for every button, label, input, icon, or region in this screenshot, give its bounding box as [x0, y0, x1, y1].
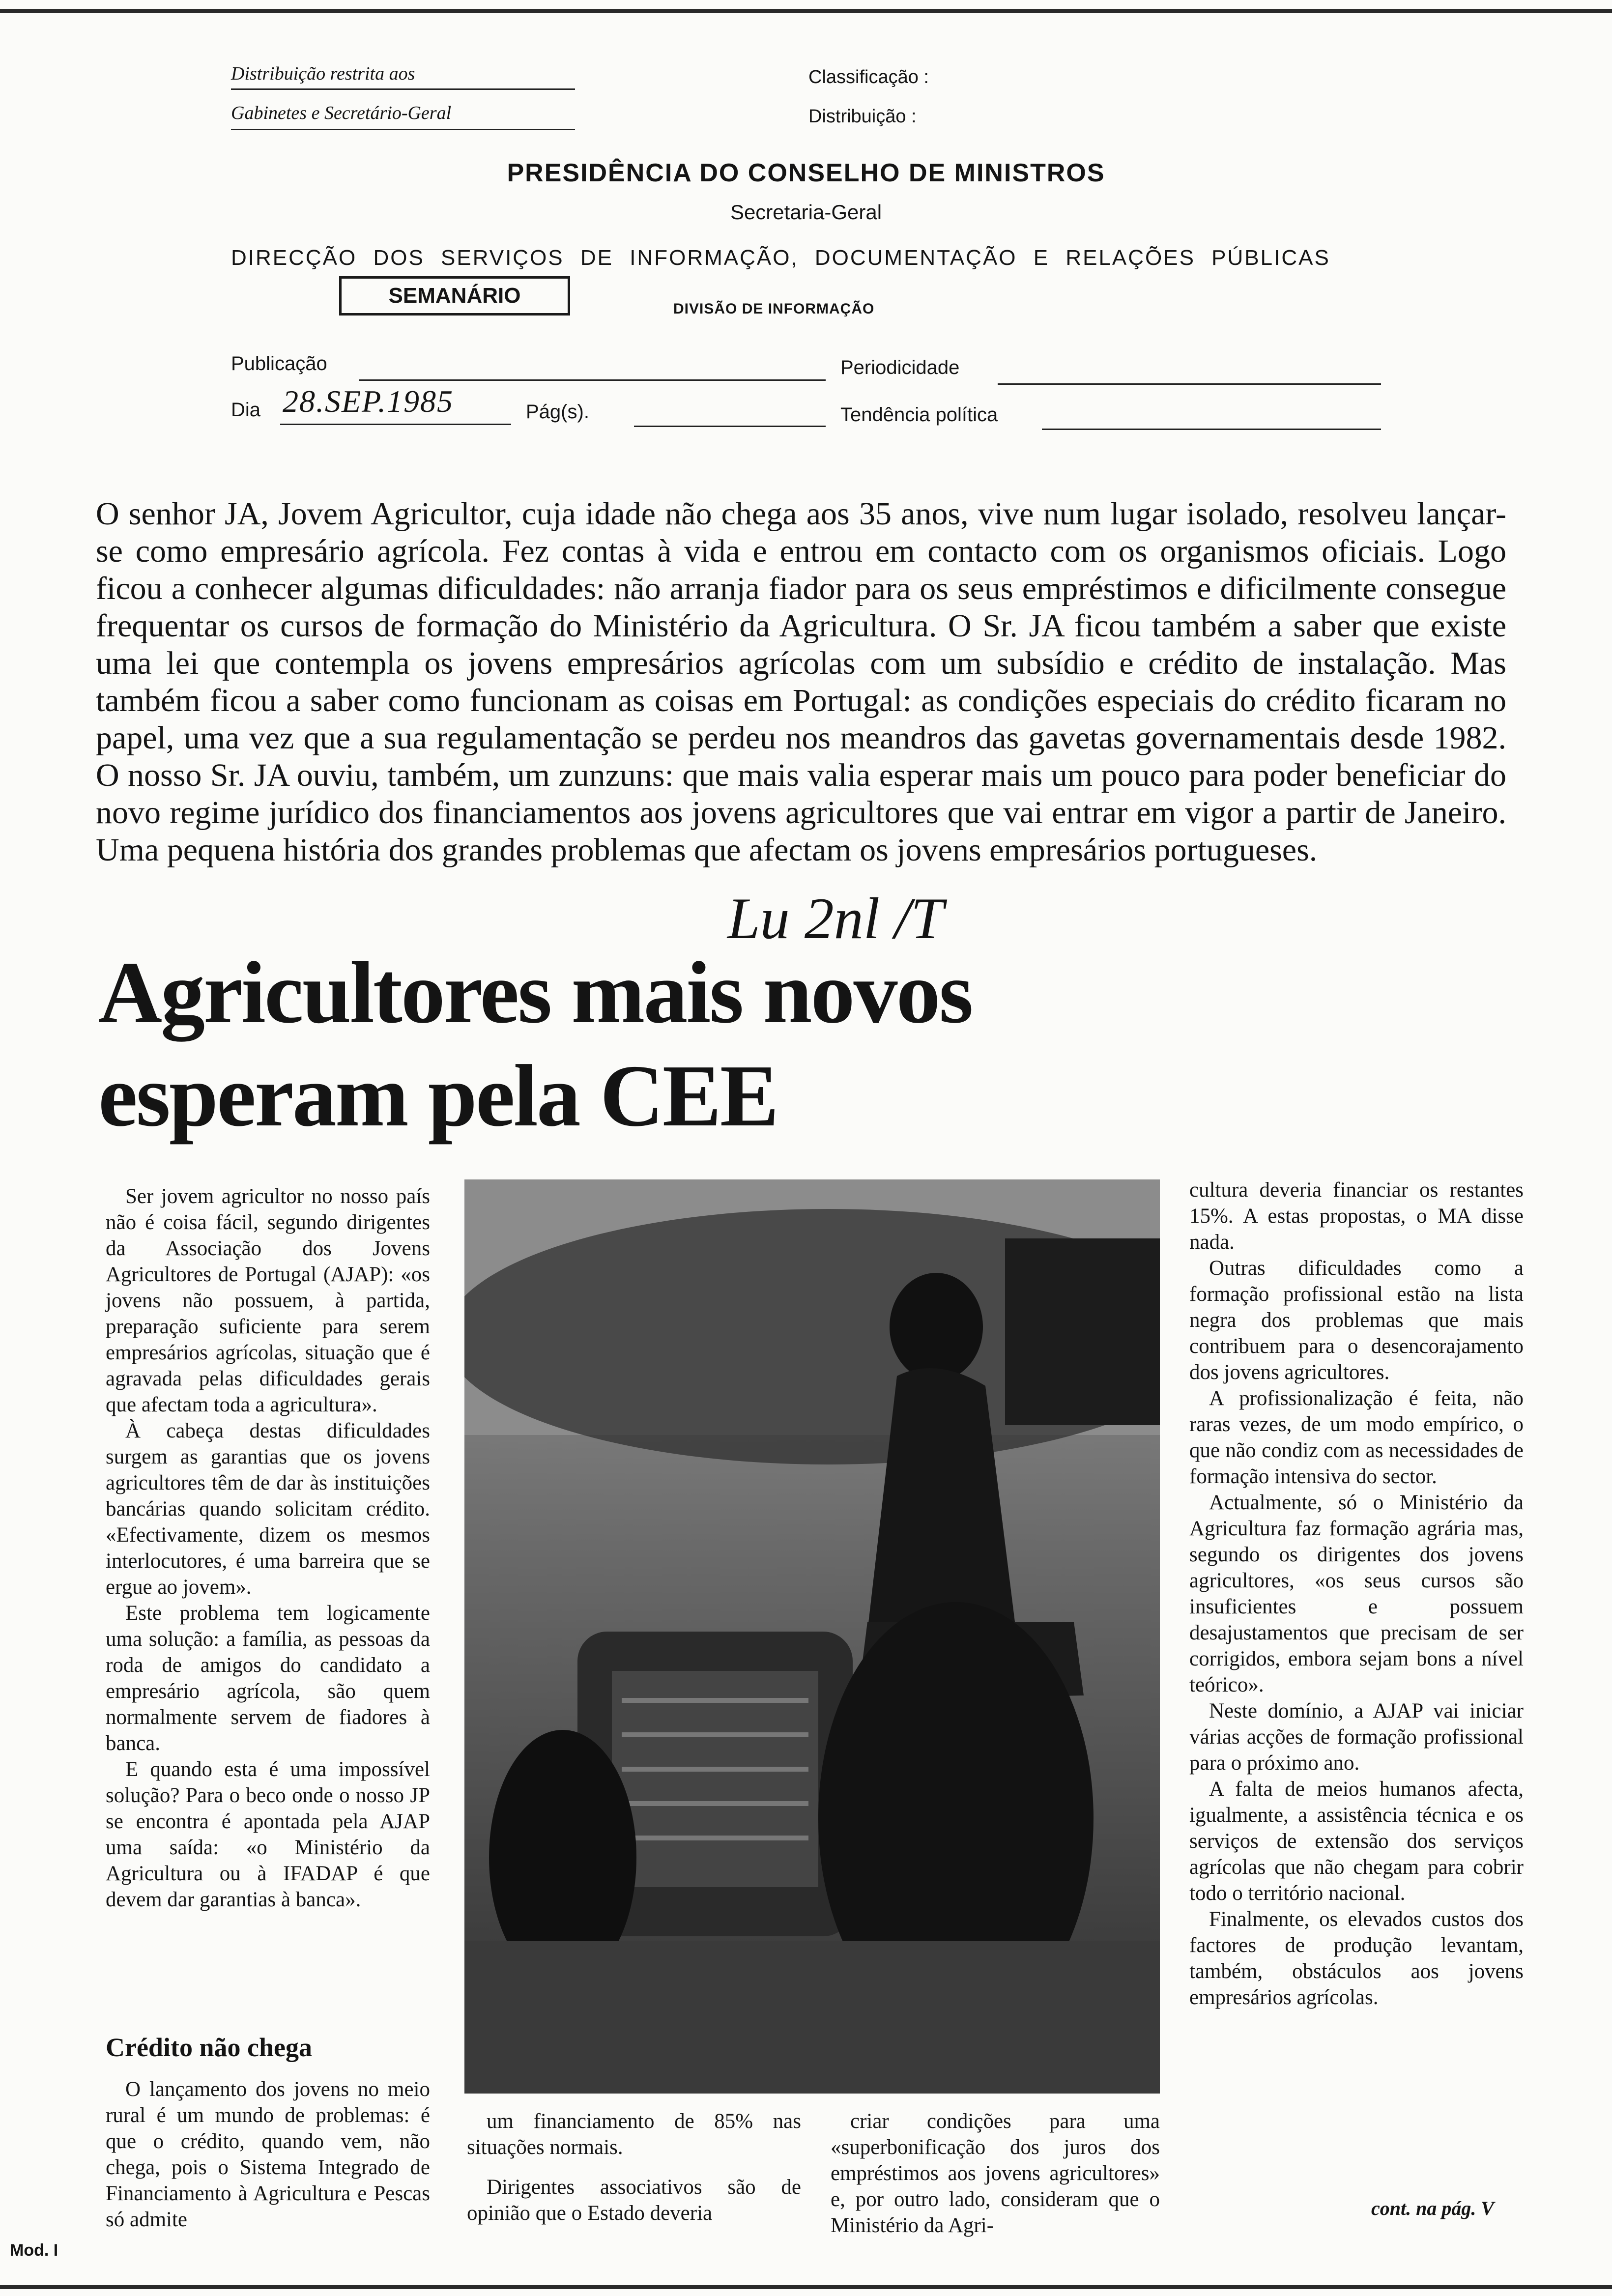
col4-paragraph-4: Actualmente, só o Ministério da Agricultura faz formação agrária mas, segundo os dirigentes dos jovens agricultores, «os seus cursos são insuficientes e possuem desajustamentos que precisam de ser corrigidos, embora sejam bons a nível teórico».: [1189, 1491, 1524, 1696]
tendencia-label: Tendência política: [840, 404, 998, 426]
tractor-illustration: [464, 1179, 1160, 2094]
headline-line2: esperam pela CEE: [98, 1047, 777, 1145]
distribution-divider: [231, 88, 575, 90]
tendencia-field: [1042, 429, 1381, 430]
distribution-line2: Gabinetes e Secretário-Geral: [231, 103, 452, 123]
article-lead: O senhor JA, Jovem Agricultor, cuja idade não chega aos 35 anos, vive num lugar isolado, resolveu lançar-se como empresário agrícola. Fez contas à vida e entrou em contacto com os organismos oficiais. Logo ficou a conhecer algumas dificuldades: não arranja fiador para os seus empréstimos e dificilmente consegue frequentar os cursos de formação do Ministério da Agricultura. O Sr. JA ficou também a saber que existe uma lei que contempla os jovens empresários agrícolas com um subsídio e crédito de instalação. Mas também ficou a saber como funcionam as coisas em Portugal: as condições especiais do crédito ficaram no papel, uma vez que a sua regulamentação se perdeu nos meandros das gavetas governamentais desde 1982. O nosso Sr. JA ouviu, também, um zunzuns: que mais valia esperar mais um pouco para poder beneficiar do novo regime jurídico dos financiamentos aos jovens agricultores que vai entrar em vigor a partir de Janeiro. Uma pequena história dos grandes problemas que afectam os jovens empresários portugueses.: [96, 496, 1506, 868]
periodicidade-field: [998, 383, 1381, 385]
column-3: [831, 2108, 1160, 2239]
distribution-underline: [231, 129, 575, 130]
publicacao-label: Publicação: [231, 353, 327, 374]
col4-paragraph-7: Finalmente, os elevados custos dos factores de produção levantam, também, obstáculos aos jovens empresários agrícolas.: [1189, 1908, 1524, 2009]
publication-stamp: SEMANÁRIO: [339, 276, 570, 316]
bottom-border: [0, 2285, 1612, 2289]
headline-line1: Agricultores mais novos: [98, 944, 972, 1041]
handwritten-signature: Lu 2nl /T: [727, 886, 944, 951]
classificacao-label: Classificação :: [808, 67, 929, 87]
distribuicao-label: Distribuição :: [808, 106, 917, 127]
col1-paragraph-5: O lançamento dos jovens no meio rural é um mundo de problemas: é que o crédito, quando vem, não chega, pois o Sistema Integrado de Financiamento à Agricultura e Pescas só admite: [106, 2078, 430, 2231]
col1-paragraph-1: Ser jovem agricultor no nosso país não é coisa fácil, segundo dirigentes da Associação dos Jovens Agricultores de Portugal (AJAP): «os jovens não possuem, à partida, preparação suficiente para serem empresários agrícolas, situação que é agravada pelas dificuldades gerais que afectam toda a agricultura».: [106, 1185, 430, 1416]
pags-label: Pág(s).: [526, 401, 589, 423]
col3-paragraph-1: criar condições para uma «superbonificação dos juros dos empréstimos aos jovens agricultores» e, por outro lado, consideram que o Ministério da Agri-: [831, 2110, 1160, 2237]
form-model-label: Mod. I: [10, 2241, 58, 2260]
col4-paragraph-2: Outras dificuldades como a formação profissional estão na lista negra dos problemas que mais contribuem para o desencorajamento dos jovens agricultores.: [1189, 1257, 1524, 1384]
directorate-title: DIRECÇÃO DOS SERVIÇOS DE INFORMAÇÃO, DOCUMENTAÇÃO E RELAÇÕES PÚBLICAS: [231, 246, 1330, 270]
dia-field: [280, 424, 511, 425]
col2-paragraph-1: um financiamento de 85% nas situações normais.: [467, 2110, 801, 2159]
distribution-line1: Distribuição restrita aos: [231, 63, 415, 84]
column-4: [1189, 1177, 1524, 2010]
col4-paragraph-1: cultura deveria financiar os restantes 15%. A estas propostas, o MA disse nada.: [1189, 1178, 1524, 1254]
column-1-continued: [106, 2076, 430, 2233]
col1-paragraph-2: À cabeça destas dificuldades surgem as garantias que os jovens agricultores têm de dar às instituições bancárias quando solicitam crédito. «Efectivamente, dizem os mesmos interlocutores, é uma barreira que se ergue ao jovem».: [106, 1419, 430, 1599]
publicacao-field: [359, 379, 826, 381]
col2-paragraph-2: Dirigentes associativos são de opinião que o Estado deveria: [467, 2176, 801, 2225]
continued-note: cont. na pág. V: [1371, 2197, 1495, 2219]
col4-paragraph-5: Neste domínio, a AJAP vai iniciar várias acções de formação profissional para o próximo ano.: [1189, 1699, 1524, 1775]
column-2: [467, 2108, 801, 2226]
subheading-credito: Crédito não chega: [106, 2033, 312, 2062]
secretariat-title: Secretaria-Geral: [730, 201, 882, 224]
column-1: [106, 1183, 430, 1913]
top-border: [0, 9, 1612, 13]
tractor-photo: [464, 1179, 1160, 2094]
col1-paragraph-4: E quando esta é uma impossível solução? Para o beco onde o nosso JP se encontra é apontada pela AJAP uma saída: «o Ministério da Agricultura ou à IFADAP é que devem dar garantias à banca».: [106, 1758, 430, 1911]
pags-field: [634, 426, 826, 427]
periodicidade-label: Periodicidade: [840, 357, 960, 378]
col4-paragraph-3: A profissionalização é feita, não raras vezes, de um modo empírico, o que não condiz com as necessidades de formação intensiva do sector.: [1189, 1387, 1524, 1488]
col1-paragraph-3: Este problema tem logicamente uma solução: a família, as pessoas da roda de amigos do candidato a empresário agrícola, são quem normalmente servem de fiadores à banca.: [106, 1602, 430, 1755]
presidency-title: PRESIDÊNCIA DO CONSELHO DE MINISTROS: [507, 159, 1105, 187]
dia-label: Dia: [231, 399, 261, 421]
date-stamp: 28.SEP.1985: [283, 384, 454, 419]
col4-paragraph-6: A falta de meios humanos afecta, igualmente, a assistência técnica e os serviços de extensão dos serviços agrícolas que não chegam para cobrir todo o território nacional.: [1189, 1778, 1524, 1905]
division-title: DIVISÃO DE INFORMAÇÃO: [673, 301, 875, 317]
